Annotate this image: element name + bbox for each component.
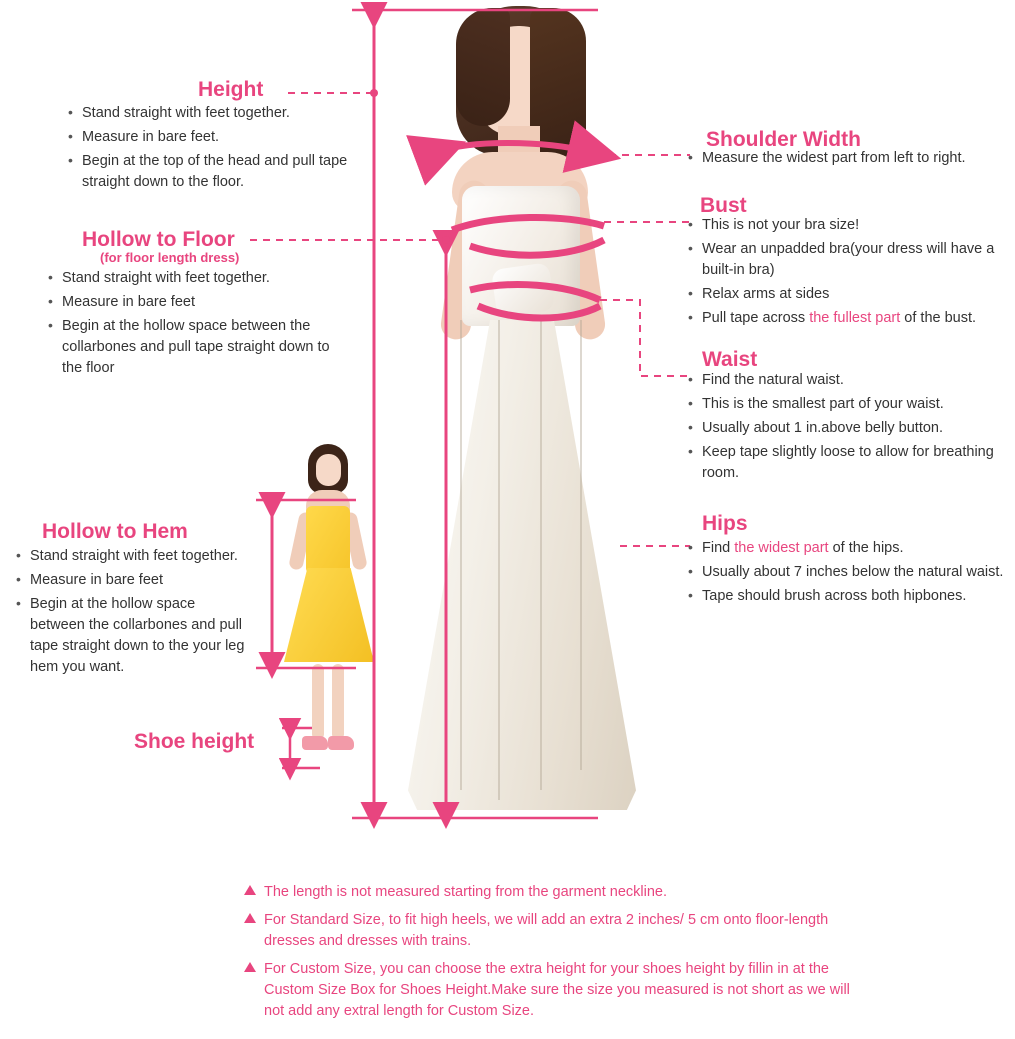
model-skirt — [408, 320, 636, 810]
bust-bullets — [686, 215, 1008, 332]
bust-title: Bust — [700, 194, 747, 217]
list-item: • Keep tape slightly loose to allow for breathing room. — [686, 442, 996, 484]
warning-triangle-icon — [244, 885, 256, 895]
shoulder-width-title: Shoulder Width — [706, 128, 861, 151]
footnote-item — [244, 959, 864, 1022]
list-item: • This is not your bra size! — [686, 215, 1008, 236]
main-model-illustration — [390, 0, 650, 820]
hollow-to-hem-title: Hollow to Hem — [42, 520, 188, 543]
list-item: • Usually about 1 in.above belly button. — [686, 418, 996, 439]
warning-triangle-icon — [244, 962, 256, 972]
hollow-to-floor-bullets — [46, 268, 346, 382]
shoe-height-title: Shoe height — [134, 730, 255, 753]
short-dress-model-illustration — [272, 440, 392, 770]
skirt-fold — [498, 320, 500, 800]
footnote-item — [244, 882, 864, 903]
mini-model-right-leg — [332, 664, 344, 740]
list-item-highlighted — [686, 538, 1006, 559]
skirt-fold — [540, 320, 542, 790]
mini-model-left-leg — [312, 664, 324, 740]
list-item-highlighted — [686, 308, 1008, 329]
list-item: • This is the smallest part of your waist. — [686, 394, 996, 415]
footnote-text: For Custom Size, you can choose the extra height for your shoes height by fillin in at the Custom Size Box for Shoes Height.Make sure the size you measured is not short as we will not add any extral length for Custom Size. — [264, 961, 850, 1020]
height-bullets — [66, 103, 366, 196]
mini-model-right-shoe — [328, 736, 354, 750]
list-item: • Begin at the top of the head and pull tape straight down to the floor. — [66, 151, 366, 193]
list-item: • Relax arms at sides — [686, 284, 1008, 305]
bust-highlight-text: the fullest part — [809, 310, 901, 327]
mini-model-face — [316, 454, 341, 486]
footnotes — [244, 882, 864, 1029]
footnote-item — [244, 910, 864, 952]
shoulder-width-bullets — [686, 148, 1006, 172]
hips-title: Hips — [702, 512, 748, 535]
list-item: • Measure in bare feet — [14, 570, 254, 591]
height-title: Height — [198, 78, 264, 101]
list-item: • Measure in bare feet. — [66, 127, 366, 148]
mini-model-dress-skirt — [284, 568, 374, 668]
list-item: • Usually about 7 inches below the natural waist. — [686, 562, 1006, 583]
bust-highlight-after: of the bust. — [900, 310, 977, 327]
list-item: • Measure the widest part from left to right. — [686, 148, 1006, 169]
hips-highlight-text: the widest part — [734, 540, 829, 556]
list-item: • Stand straight with feet together. — [66, 103, 366, 124]
list-item: • Begin at the hollow space between the collarbones and pull tape straight down to the your leg hem you want. — [14, 594, 254, 678]
model-hair-left — [456, 8, 510, 126]
list-item: • Begin at the hollow space between the collarbones and pull tape straight down to the floor — [46, 316, 346, 379]
list-item: • Wear an unpadded bra(your dress will have a built-in bra) — [686, 239, 1008, 281]
list-item: • Find the natural waist. — [686, 370, 996, 391]
warning-triangle-icon — [244, 913, 256, 923]
list-item: • Measure in bare feet — [46, 292, 346, 313]
hollow-to-floor-subtitle: (for floor length dress) — [100, 250, 240, 265]
hips-highlight-after: of the hips. — [828, 540, 904, 556]
hips-bullets — [686, 538, 1006, 610]
hips-highlight-before: Find — [702, 540, 735, 556]
waist-bullets — [686, 370, 996, 487]
mini-model-left-shoe — [302, 736, 328, 750]
skirt-fold — [580, 320, 582, 770]
mini-model-dress-top — [306, 506, 350, 574]
waist-title: Waist — [702, 348, 758, 371]
footnote-text: For Standard Size, to fit high heels, we will add an extra 2 inches/ 5 cm onto floor-length dresses and dresses with trains. — [264, 912, 829, 950]
hollow-to-hem-bullets — [14, 546, 254, 681]
list-item: • Tape should brush across both hipbones. — [686, 586, 1006, 607]
bust-highlight-before: Pull tape across — [702, 310, 810, 327]
skirt-fold — [460, 320, 462, 790]
list-item: • Stand straight with feet together. — [46, 268, 346, 289]
list-item: • Stand straight with feet together. — [14, 546, 254, 567]
model-dress-bow — [491, 262, 555, 318]
hollow-to-floor-title: Hollow to Floor — [82, 228, 235, 251]
footnote-text: The length is not measured starting from the garment neckline. — [264, 884, 667, 900]
